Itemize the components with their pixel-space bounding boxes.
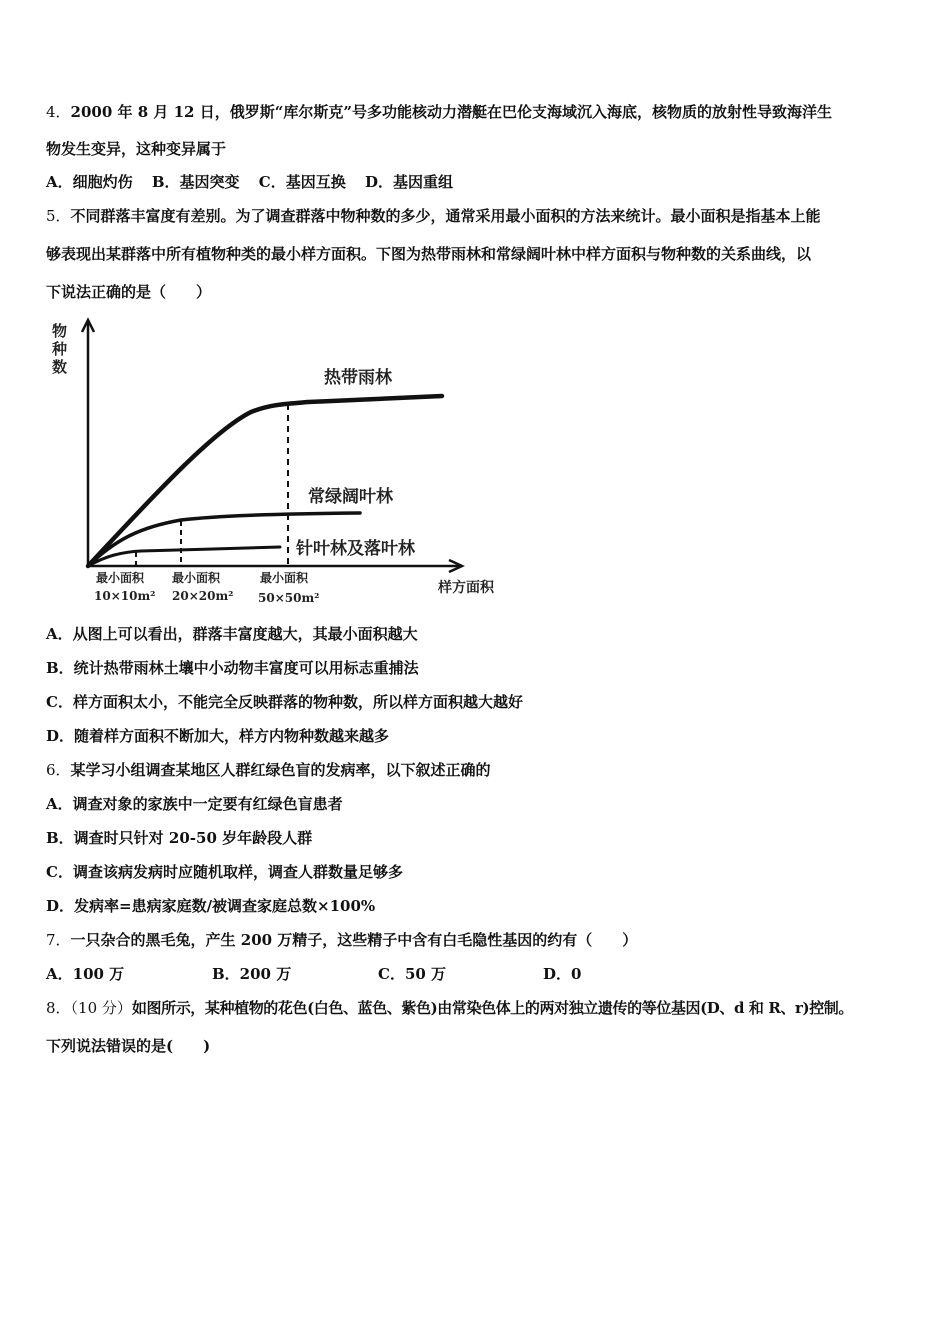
- q8-score: （10 分）: [70, 999, 132, 1017]
- q6-option-d: D．发病率=患病家庭数/被调查家庭总数×100%: [46, 897, 376, 915]
- x-axis-label: 样方面积: [438, 580, 494, 596]
- q8-number: 8．: [46, 999, 71, 1017]
- q8-line1: [46, 998, 853, 1018]
- q8-stem-line2: 下列说法错误的是( ): [46, 1037, 211, 1055]
- q5-option-d: D．随着样方面积不断加大，样方内物种数越来越多: [46, 727, 390, 745]
- y-label-3: 数: [52, 358, 68, 376]
- q6-option-a: A．调查对象的家族中一定要有红绿色盲患者: [46, 795, 343, 813]
- label-evergreen-broadleaf: 常绿阔叶林: [308, 487, 393, 507]
- label-tropical-rainforest: 热带雨林: [324, 368, 392, 388]
- q4-option-d: D．基因重组: [364, 173, 453, 191]
- q5-option-b: B．统计热带雨林土壤中小动物丰富度可以用标志重捕法: [46, 659, 419, 677]
- q7-stem: 一只杂合的黑毛兔，产生 200 万精子，这些精子中含有白毛隐性基因的约有（ ）: [70, 931, 638, 949]
- q5-stem-line3: 下说法正确的是（ ）: [46, 283, 212, 301]
- q4-options: [46, 172, 453, 192]
- q6-stem: 某学习小组调查某地区人群红绿色盲的发病率，以下叙述正确的: [70, 761, 491, 779]
- q7-option-c: C．50 万: [378, 965, 447, 983]
- q7-option-a: A．100 万: [46, 965, 125, 983]
- q4-stem-line1: 2000 年 8 月 12 日，俄罗斯“库尔斯克”号多功能核动力潜艇在巴伦支海域沉入海底，核物质的放射性导致海洋生: [70, 103, 832, 121]
- q6-option-c: C．调查该病发病时应随机取样，调查人群数量足够多: [46, 863, 403, 881]
- tick-1-line2: 10×10m²: [94, 589, 156, 603]
- q7-option-d: D．0: [543, 965, 582, 983]
- q4-stem-line2: 物发生变异，这种变异属于: [46, 140, 227, 158]
- q7-number: 7．: [46, 931, 71, 949]
- q6-option-b: B．调查时只针对 20-50 岁年龄段人群: [46, 829, 313, 847]
- q7-line: [46, 930, 637, 950]
- q4-line1: [46, 102, 832, 122]
- y-label-2: 种: [52, 340, 68, 358]
- q4-option-b: B．基因突变: [151, 173, 240, 191]
- q5-stem-line2: 够表现出某群落中所有植物种类的最小样方面积。下图为热带雨林和常绿阔叶林中样方面积与物种数的关系曲线，以: [46, 245, 812, 263]
- tick-3-line1: 最小面积: [260, 571, 309, 585]
- tick-2-line2: 20×20m²: [172, 589, 234, 603]
- q4-number: 4．: [46, 103, 71, 121]
- q5-stem-line1: 不同群落丰富度有差别。为了调查群落中物种数的多少，通常采用最小面积的方法来统计。最小面积是指基本上能: [70, 207, 821, 225]
- q4-option-c: C．基因互换: [258, 173, 346, 191]
- q5-option-a: A．从图上可以看出，群落丰富度越大，其最小面积越大: [46, 625, 418, 643]
- chart-svg: [46, 314, 516, 614]
- y-label-1: 物: [52, 322, 68, 340]
- q4-option-a: A．细胞灼伤: [46, 173, 133, 191]
- label-coniferous-deciduous: 针叶林及落叶林: [296, 539, 415, 559]
- tick-3-line2: 50×50m²: [258, 591, 320, 605]
- tick-1-line1: 最小面积: [96, 571, 145, 585]
- q8-stem-line1: 如图所示，某种植物的花色(白色、蓝色、紫色)由常染色体上的两对独立遗传的等位基因(D、d 和 R、r)控制。: [131, 999, 854, 1017]
- tick-2-line1: 最小面积: [172, 571, 221, 585]
- species-area-chart: [46, 314, 516, 614]
- q5-number: 5．: [46, 207, 71, 225]
- q5-option-c: C．样方面积太小，不能完全反映群落的物种数，所以样方面积越大越好: [46, 693, 523, 711]
- q7-option-b: B．200 万: [212, 965, 292, 983]
- q5-line1: [46, 206, 821, 226]
- q6-line: [46, 760, 491, 780]
- q6-number: 6．: [46, 761, 71, 779]
- series-coniferous-deciduous-line: [88, 547, 280, 566]
